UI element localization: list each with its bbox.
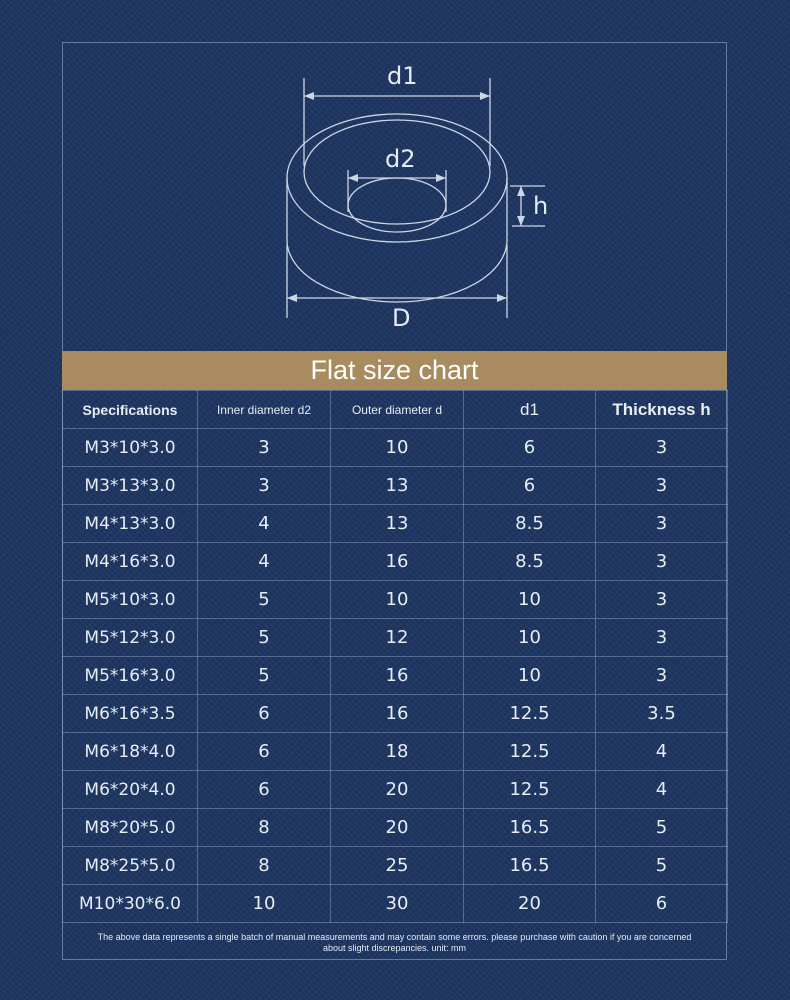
table-row <box>63 619 728 657</box>
cell-spec: M5*10*3.0 <box>63 581 198 619</box>
cell-inner: 3 <box>198 429 331 467</box>
cell-d1: 8.5 <box>464 543 596 581</box>
cell-spec: M6*18*4.0 <box>63 733 198 771</box>
cell-spec: M4*13*3.0 <box>63 505 198 543</box>
table-row <box>63 847 728 885</box>
cell-inner: 10 <box>198 885 331 923</box>
table-row <box>63 581 728 619</box>
cell-thickness: 3 <box>596 581 728 619</box>
label-D: D <box>392 304 411 332</box>
cell-thickness: 4 <box>596 771 728 809</box>
size-table <box>62 390 728 923</box>
cell-spec: M10*30*6.0 <box>63 885 198 923</box>
cell-thickness: 3 <box>596 657 728 695</box>
cell-thickness: 5 <box>596 809 728 847</box>
cell-inner: 5 <box>198 619 331 657</box>
table-row <box>63 695 728 733</box>
cell-outer: 16 <box>331 543 464 581</box>
cell-spec: M8*25*5.0 <box>63 847 198 885</box>
cell-inner: 8 <box>198 809 331 847</box>
cell-inner: 6 <box>198 695 331 733</box>
header-specifications: Specifications <box>63 391 198 429</box>
cell-d1: 10 <box>464 581 596 619</box>
cell-outer: 25 <box>331 847 464 885</box>
cell-spec: M4*16*3.0 <box>63 543 198 581</box>
table-row <box>63 429 728 467</box>
cell-inner: 5 <box>198 657 331 695</box>
header-inner-diameter: Inner diameter d2 <box>198 391 331 429</box>
cell-d1: 16.5 <box>464 847 596 885</box>
cell-spec: M5*12*3.0 <box>63 619 198 657</box>
cell-spec: M3*10*3.0 <box>63 429 198 467</box>
cell-thickness: 3 <box>596 429 728 467</box>
label-h: h <box>533 192 549 220</box>
cell-inner: 5 <box>198 581 331 619</box>
cell-outer: 13 <box>331 467 464 505</box>
cell-outer: 12 <box>331 619 464 657</box>
cell-spec: M8*20*5.0 <box>63 809 198 847</box>
washer-drawing <box>0 0 790 350</box>
table-header-row <box>63 391 728 429</box>
cell-spec: M6*20*4.0 <box>63 771 198 809</box>
cell-outer: 18 <box>331 733 464 771</box>
chart-title: Flat size chart <box>62 351 727 390</box>
cell-inner: 6 <box>198 771 331 809</box>
label-d2: d2 <box>385 145 416 173</box>
cell-d1: 20 <box>464 885 596 923</box>
cell-d1: 6 <box>464 467 596 505</box>
cell-spec: M6*16*3.5 <box>63 695 198 733</box>
cell-thickness: 3.5 <box>596 695 728 733</box>
cell-outer: 13 <box>331 505 464 543</box>
cell-outer: 10 <box>331 429 464 467</box>
cell-spec: M3*13*3.0 <box>63 467 198 505</box>
disclaimer-text: The above data represents a single batch of manual measurements and may contain some errors. please purchase with caution if you are concerned about slight discrepancies. unit: mm <box>97 932 692 953</box>
label-d1: d1 <box>387 62 418 90</box>
cell-d1: 12.5 <box>464 695 596 733</box>
table-row <box>63 733 728 771</box>
table-row <box>63 771 728 809</box>
cell-outer: 20 <box>331 809 464 847</box>
cell-inner: 6 <box>198 733 331 771</box>
cell-thickness: 3 <box>596 467 728 505</box>
header-outer-diameter: Outer diameter d <box>331 391 464 429</box>
cell-thickness: 3 <box>596 619 728 657</box>
disclaimer-note <box>62 922 727 960</box>
washer-diagram <box>0 0 790 350</box>
table-row <box>63 505 728 543</box>
cell-thickness: 5 <box>596 847 728 885</box>
table-row <box>63 809 728 847</box>
cell-d1: 10 <box>464 619 596 657</box>
header-thickness: Thickness h <box>596 391 728 429</box>
cell-d1: 12.5 <box>464 771 596 809</box>
table-row <box>63 543 728 581</box>
cell-thickness: 6 <box>596 885 728 923</box>
cell-thickness: 4 <box>596 733 728 771</box>
cell-outer: 30 <box>331 885 464 923</box>
cell-d1: 12.5 <box>464 733 596 771</box>
cell-outer: 10 <box>331 581 464 619</box>
cell-inner: 4 <box>198 543 331 581</box>
cell-outer: 16 <box>331 695 464 733</box>
header-d1: d1 <box>464 391 596 429</box>
cell-d1: 10 <box>464 657 596 695</box>
cell-inner: 3 <box>198 467 331 505</box>
cell-thickness: 3 <box>596 543 728 581</box>
cell-inner: 4 <box>198 505 331 543</box>
cell-d1: 16.5 <box>464 809 596 847</box>
cell-spec: M5*16*3.0 <box>63 657 198 695</box>
cell-d1: 6 <box>464 429 596 467</box>
cell-d1: 8.5 <box>464 505 596 543</box>
cell-inner: 8 <box>198 847 331 885</box>
cell-outer: 20 <box>331 771 464 809</box>
table-row <box>63 467 728 505</box>
cell-thickness: 3 <box>596 505 728 543</box>
cell-outer: 16 <box>331 657 464 695</box>
table-row <box>63 657 728 695</box>
table-row <box>63 885 728 923</box>
